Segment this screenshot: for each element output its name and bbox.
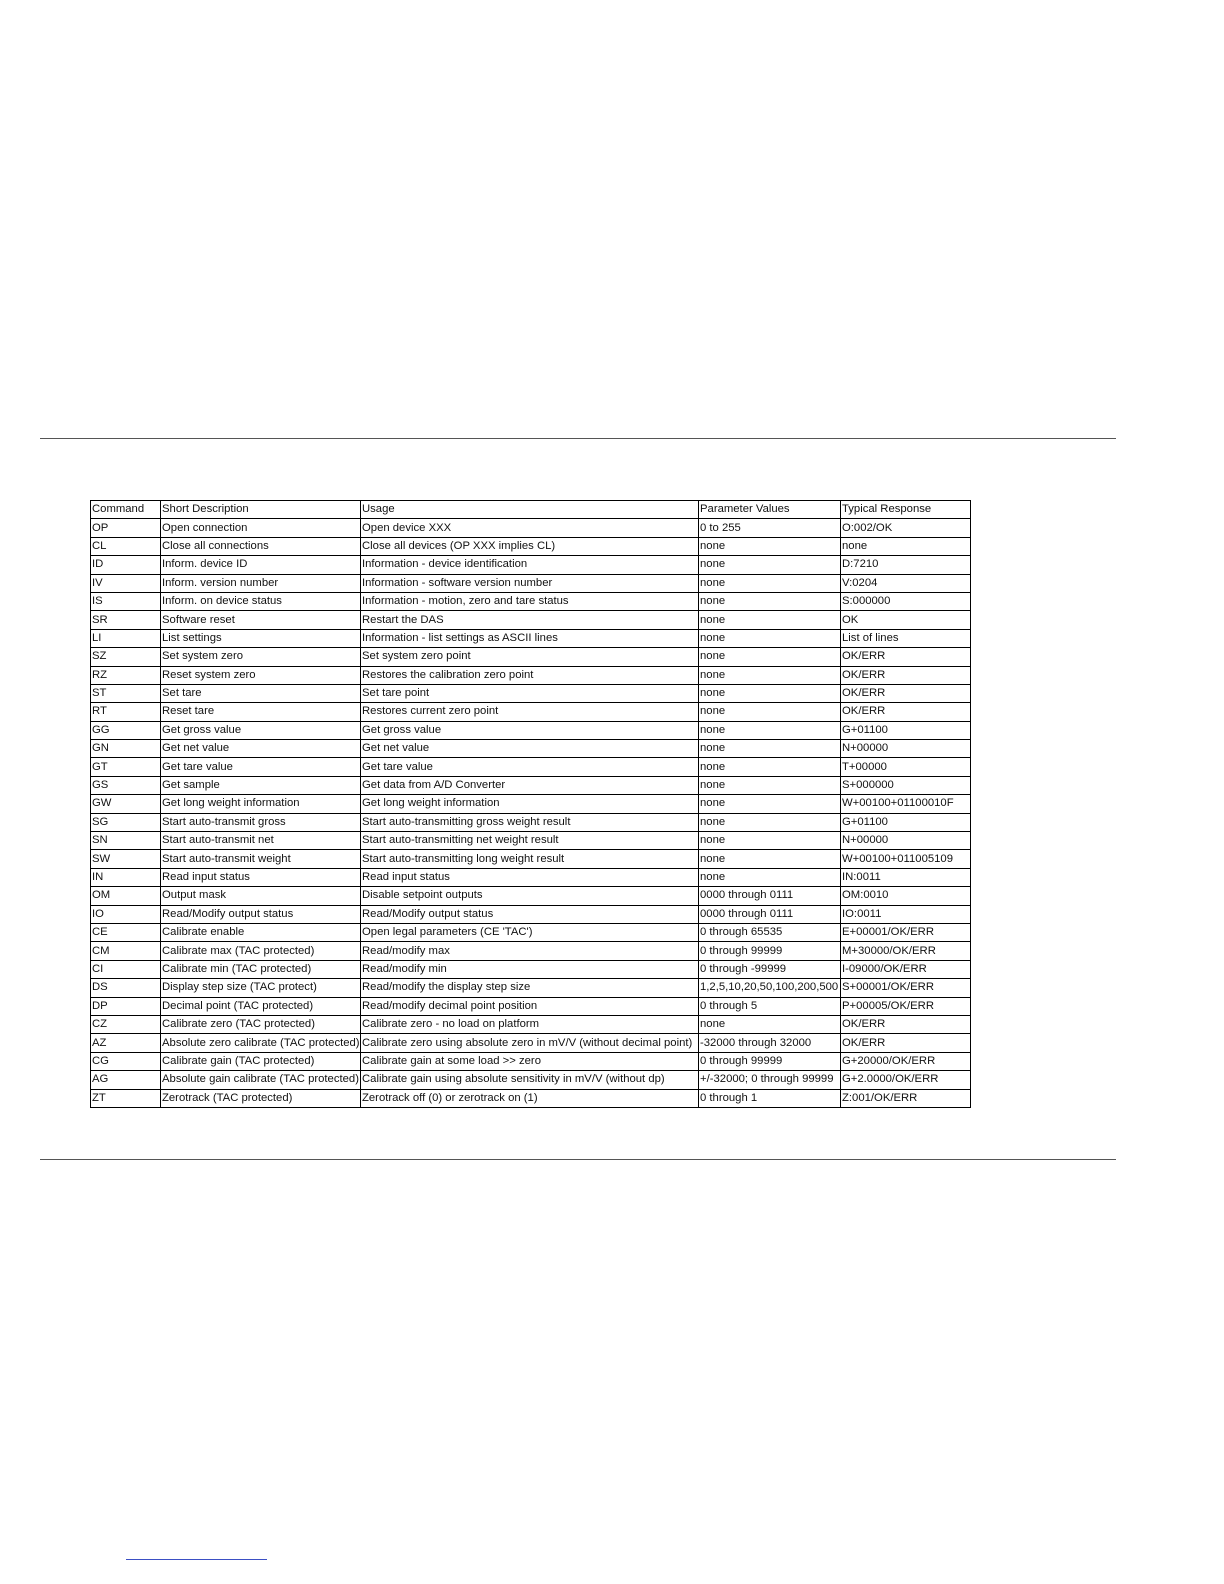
cell-typical-response: M+30000/OK/ERR [841, 942, 971, 960]
cell-parameter-values: 0 to 255 [699, 519, 841, 537]
cell-parameter-values: none [699, 574, 841, 592]
cell-usage: Read/modify the display step size [361, 979, 699, 997]
footer-link-underline [126, 1559, 267, 1560]
cell-parameter-values: 0 through 5 [699, 997, 841, 1015]
cell-command: IV [91, 574, 161, 592]
cell-usage: Restores the calibration zero point [361, 666, 699, 684]
cell-parameter-values: 0 through 99999 [699, 942, 841, 960]
cell-command: OP [91, 519, 161, 537]
cell-typical-response: G+01100 [841, 813, 971, 831]
command-table-body [91, 501, 971, 1108]
table-row [91, 942, 971, 960]
cell-command: LI [91, 629, 161, 647]
cell-parameter-values: none [699, 795, 841, 813]
table-row [91, 684, 971, 702]
cell-typical-response: IO:0011 [841, 905, 971, 923]
cell-short-description: Open connection [161, 519, 361, 537]
table-row [91, 813, 971, 831]
cell-short-description: Reset system zero [161, 666, 361, 684]
cell-usage: Information - list settings as ASCII lines [361, 629, 699, 647]
cell-command: RZ [91, 666, 161, 684]
cell-typical-response: G+20000/OK/ERR [841, 1052, 971, 1070]
cell-parameter-values: +/-32000; 0 through 99999 [699, 1071, 841, 1089]
cell-command: OM [91, 887, 161, 905]
cell-usage: Calibrate zero using absolute zero in mV/V (without decimal point) [361, 1034, 699, 1052]
cell-short-description: Software reset [161, 611, 361, 629]
table-row [91, 721, 971, 739]
cell-parameter-values: none [699, 832, 841, 850]
cell-usage: Start auto-transmitting net weight result [361, 832, 699, 850]
header-cell-typical-response: Typical Response [841, 501, 971, 519]
top-divider [40, 438, 1116, 439]
cell-command: ST [91, 684, 161, 702]
table-row [91, 666, 971, 684]
cell-typical-response: OK/ERR [841, 648, 971, 666]
cell-command: CM [91, 942, 161, 960]
cell-parameter-values: -32000 through 32000 [699, 1034, 841, 1052]
cell-usage: Read input status [361, 868, 699, 886]
cell-typical-response: I-09000/OK/ERR [841, 960, 971, 978]
cell-typical-response: W+00100+011005109 [841, 850, 971, 868]
table-row [91, 740, 971, 758]
cell-typical-response: N+00000 [841, 832, 971, 850]
cell-typical-response: List of lines [841, 629, 971, 647]
header-cell-command: Command [91, 501, 161, 519]
cell-short-description: Absolute zero calibrate (TAC protected) [161, 1034, 361, 1052]
cell-short-description: Output mask [161, 887, 361, 905]
table-row [91, 556, 971, 574]
cell-usage: Restores current zero point [361, 703, 699, 721]
cell-short-description: Calibrate gain (TAC protected) [161, 1052, 361, 1070]
command-table [90, 500, 971, 1108]
cell-parameter-values: none [699, 648, 841, 666]
cell-usage: Start auto-transmitting long weight result [361, 850, 699, 868]
cell-command: SG [91, 813, 161, 831]
cell-usage: Open legal parameters (CE 'TAC') [361, 923, 699, 941]
cell-command: ID [91, 556, 161, 574]
cell-command: SN [91, 832, 161, 850]
cell-typical-response: S:000000 [841, 592, 971, 610]
cell-usage: Read/modify max [361, 942, 699, 960]
cell-command: GW [91, 795, 161, 813]
cell-command: CI [91, 960, 161, 978]
table-row [91, 887, 971, 905]
cell-short-description: Get sample [161, 776, 361, 794]
cell-short-description: Get gross value [161, 721, 361, 739]
cell-usage: Start auto-transmitting gross weight result [361, 813, 699, 831]
cell-command: SW [91, 850, 161, 868]
cell-usage: Get data from A/D Converter [361, 776, 699, 794]
cell-command: IS [91, 592, 161, 610]
cell-typical-response: D:7210 [841, 556, 971, 574]
cell-typical-response: T+00000 [841, 758, 971, 776]
table-row [91, 1089, 971, 1107]
cell-short-description: Absolute gain calibrate (TAC protected) [161, 1071, 361, 1089]
cell-parameter-values: none [699, 868, 841, 886]
cell-command: SR [91, 611, 161, 629]
cell-parameter-values: none [699, 850, 841, 868]
cell-command: GT [91, 758, 161, 776]
cell-command: DS [91, 979, 161, 997]
cell-parameter-values: 0000 through 0111 [699, 905, 841, 923]
table-row [91, 648, 971, 666]
table-row [91, 960, 971, 978]
cell-short-description: Inform. version number [161, 574, 361, 592]
cell-command: CZ [91, 1015, 161, 1033]
cell-usage: Set system zero point [361, 648, 699, 666]
cell-short-description: Zerotrack (TAC protected) [161, 1089, 361, 1107]
cell-parameter-values: none [699, 684, 841, 702]
cell-parameter-values: none [699, 629, 841, 647]
cell-command: GS [91, 776, 161, 794]
cell-usage: Get long weight information [361, 795, 699, 813]
cell-parameter-values: none [699, 721, 841, 739]
cell-typical-response: OM:0010 [841, 887, 971, 905]
cell-usage: Read/modify min [361, 960, 699, 978]
cell-typical-response: G+2.0000/OK/ERR [841, 1071, 971, 1089]
table-row [91, 611, 971, 629]
cell-typical-response: E+00001/OK/ERR [841, 923, 971, 941]
table-row [91, 1015, 971, 1033]
cell-short-description: Calibrate zero (TAC protected) [161, 1015, 361, 1033]
cell-typical-response: OK/ERR [841, 1034, 971, 1052]
cell-usage: Information - software version number [361, 574, 699, 592]
cell-usage: Restart the DAS [361, 611, 699, 629]
cell-short-description: Start auto-transmit net [161, 832, 361, 850]
table-row [91, 850, 971, 868]
cell-usage: Zerotrack off (0) or zerotrack on (1) [361, 1089, 699, 1107]
cell-short-description: Calibrate enable [161, 923, 361, 941]
cell-typical-response: IN:0011 [841, 868, 971, 886]
cell-parameter-values: none [699, 813, 841, 831]
table-row [91, 1034, 971, 1052]
cell-parameter-values: 0000 through 0111 [699, 887, 841, 905]
cell-parameter-values: 0 through 65535 [699, 923, 841, 941]
table-row [91, 979, 971, 997]
cell-typical-response: OK/ERR [841, 703, 971, 721]
cell-command: CG [91, 1052, 161, 1070]
table-row [91, 997, 971, 1015]
cell-command: SZ [91, 648, 161, 666]
cell-command: GN [91, 740, 161, 758]
cell-command: AG [91, 1071, 161, 1089]
cell-command: ZT [91, 1089, 161, 1107]
table-row [91, 537, 971, 555]
cell-usage: Close all devices (OP XXX implies CL) [361, 537, 699, 555]
cell-parameter-values: none [699, 537, 841, 555]
cell-usage: Open device XXX [361, 519, 699, 537]
cell-parameter-values: none [699, 758, 841, 776]
table-row [91, 592, 971, 610]
cell-command: CE [91, 923, 161, 941]
table-row [91, 795, 971, 813]
cell-command: AZ [91, 1034, 161, 1052]
cell-typical-response: none [841, 537, 971, 555]
cell-parameter-values: none [699, 776, 841, 794]
cell-usage: Calibrate gain at some load >> zero [361, 1052, 699, 1070]
bottom-divider [40, 1159, 1116, 1160]
cell-usage: Disable setpoint outputs [361, 887, 699, 905]
cell-short-description: Inform. device ID [161, 556, 361, 574]
cell-parameter-values: 0 through -99999 [699, 960, 841, 978]
cell-short-description: Start auto-transmit weight [161, 850, 361, 868]
cell-typical-response: V:0204 [841, 574, 971, 592]
cell-parameter-values: none [699, 1015, 841, 1033]
header-cell-usage: Usage [361, 501, 699, 519]
cell-usage: Get net value [361, 740, 699, 758]
table-row [91, 629, 971, 647]
cell-typical-response: P+00005/OK/ERR [841, 997, 971, 1015]
cell-command: IN [91, 868, 161, 886]
cell-command: CL [91, 537, 161, 555]
cell-typical-response: OK [841, 611, 971, 629]
table-header-row [91, 501, 971, 519]
cell-typical-response: O:002/OK [841, 519, 971, 537]
cell-parameter-values: none [699, 556, 841, 574]
cell-usage: Read/Modify output status [361, 905, 699, 923]
cell-typical-response: Z:001/OK/ERR [841, 1089, 971, 1107]
cell-short-description: Get net value [161, 740, 361, 758]
cell-usage: Set tare point [361, 684, 699, 702]
table-row [91, 1052, 971, 1070]
cell-typical-response: OK/ERR [841, 684, 971, 702]
cell-short-description: Inform. on device status [161, 592, 361, 610]
cell-usage: Calibrate zero - no load on platform [361, 1015, 699, 1033]
cell-parameter-values: none [699, 611, 841, 629]
cell-typical-response: OK/ERR [841, 666, 971, 684]
cell-short-description: Reset tare [161, 703, 361, 721]
table-row [91, 574, 971, 592]
cell-typical-response: S+000000 [841, 776, 971, 794]
cell-usage: Information - motion, zero and tare status [361, 592, 699, 610]
cell-short-description: Display step size (TAC protect) [161, 979, 361, 997]
table-row [91, 1071, 971, 1089]
cell-typical-response: W+00100+01100010F [841, 795, 971, 813]
cell-short-description: Calibrate max (TAC protected) [161, 942, 361, 960]
cell-parameter-values: 0 through 1 [699, 1089, 841, 1107]
cell-typical-response: N+00000 [841, 740, 971, 758]
cell-parameter-values: none [699, 740, 841, 758]
table-row [91, 832, 971, 850]
cell-typical-response: G+01100 [841, 721, 971, 739]
cell-short-description: Get long weight information [161, 795, 361, 813]
cell-parameter-values: none [699, 592, 841, 610]
cell-usage: Read/modify decimal point position [361, 997, 699, 1015]
cell-short-description: Start auto-transmit gross [161, 813, 361, 831]
table-row [91, 703, 971, 721]
cell-short-description: Read input status [161, 868, 361, 886]
cell-parameter-values: none [699, 666, 841, 684]
cell-usage: Calibrate gain using absolute sensitivity in mV/V (without dp) [361, 1071, 699, 1089]
cell-parameter-values: 1,2,5,10,20,50,100,200,500 [699, 979, 841, 997]
table-row [91, 923, 971, 941]
header-cell-parameter-values: Parameter Values [699, 501, 841, 519]
cell-short-description: Set system zero [161, 648, 361, 666]
cell-command: GG [91, 721, 161, 739]
header-cell-short-description: Short Description [161, 501, 361, 519]
cell-command: RT [91, 703, 161, 721]
cell-parameter-values: 0 through 99999 [699, 1052, 841, 1070]
cell-short-description: Get tare value [161, 758, 361, 776]
cell-short-description: Close all connections [161, 537, 361, 555]
cell-usage: Get tare value [361, 758, 699, 776]
cell-short-description: Set tare [161, 684, 361, 702]
cell-parameter-values: none [699, 703, 841, 721]
table-row [91, 868, 971, 886]
cell-usage: Get gross value [361, 721, 699, 739]
cell-short-description: Decimal point (TAC protected) [161, 997, 361, 1015]
table-row [91, 776, 971, 794]
cell-typical-response: S+00001/OK/ERR [841, 979, 971, 997]
cell-command: IO [91, 905, 161, 923]
cell-short-description: Read/Modify output status [161, 905, 361, 923]
table-row [91, 905, 971, 923]
table-row [91, 519, 971, 537]
cell-typical-response: OK/ERR [841, 1015, 971, 1033]
table-row [91, 758, 971, 776]
cell-command: DP [91, 997, 161, 1015]
cell-short-description: Calibrate min (TAC protected) [161, 960, 361, 978]
cell-short-description: List settings [161, 629, 361, 647]
cell-usage: Information - device identification [361, 556, 699, 574]
